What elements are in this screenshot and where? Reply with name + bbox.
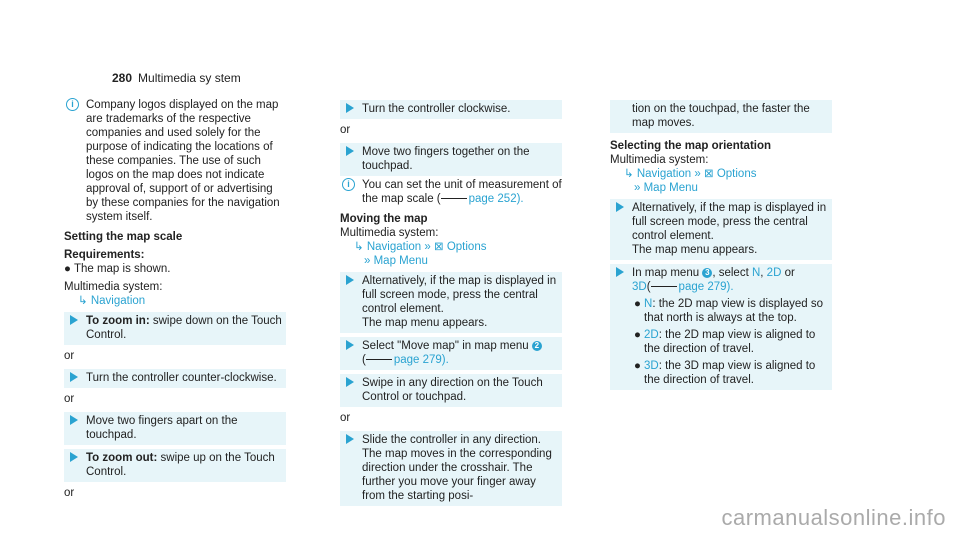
nav-path[interactable]: ↳ Navigation [78, 295, 146, 307]
option-3d[interactable]: 3D [632, 281, 647, 293]
return-arrow-icon: ↳ [78, 295, 91, 307]
step: Turn the controller counter-clockwise. [64, 369, 286, 388]
step: Turn the controller clockwise. [340, 100, 562, 119]
step: To zoom in: swipe down on the Touch Control. [64, 312, 286, 345]
section-heading: Selecting the map orientation [610, 140, 772, 152]
double-chevron-icon: » [694, 168, 701, 180]
step-arrow-icon [346, 434, 354, 444]
column-1 [64, 98, 286, 504]
step: To zoom out: swipe up on the Touch Control. [64, 449, 286, 482]
step-arrow-icon [70, 452, 78, 462]
return-arrow-icon: ↳ [354, 241, 367, 253]
or-text: or [64, 487, 75, 499]
double-chevron-icon: » [634, 182, 644, 194]
nav-path-menu[interactable]: » Map Menu [634, 182, 698, 194]
step-arrow-icon [346, 377, 354, 387]
requirement-item: ● The map is shown. [64, 263, 171, 275]
info-icon: i [66, 98, 79, 111]
step: Move two fingers apart on the touchpad. [64, 412, 286, 445]
list-item: ● N: the 2D map view is displayed so that north is always at the top. [634, 298, 823, 324]
or-text: or [64, 393, 75, 405]
option-2d[interactable]: 2D [766, 267, 782, 279]
return-arrow-icon: ↳ [624, 168, 637, 180]
watermark: carmanualsonline.info [721, 505, 946, 530]
page-ref-arrow-icon [366, 359, 392, 360]
or-text: or [340, 124, 351, 136]
page-ref-arrow-icon [441, 198, 467, 199]
options-icon: ⊠ [704, 168, 714, 180]
page-number: 280 [112, 71, 133, 85]
page-ref-arrow-icon [651, 286, 677, 287]
system-label: Multimedia system: [340, 227, 439, 239]
nav-path-menu[interactable]: » Map Menu [364, 255, 428, 267]
double-chevron-icon: » [364, 255, 374, 267]
step: Alternatively, if the map is displayed in full screen mode, press the central control element. The map menu appears. [340, 272, 562, 333]
step-arrow-icon [346, 146, 354, 156]
requirements-heading: Requirements: [64, 249, 145, 261]
step-arrow-icon [346, 103, 354, 113]
step: Slide the controller in any direction. The map moves in the corresponding direction under the crosshair. The further you move your finger away from the starting posi- [340, 431, 562, 506]
system-label: Multimedia system: [64, 281, 163, 293]
list-item: ● 3D: the 3D map view is aligned to the direction of travel. [634, 360, 816, 386]
column-2 [340, 100, 562, 508]
page-link[interactable]: page 279). [678, 281, 734, 293]
system-label: Multimedia system: [610, 154, 709, 166]
callout-number: 2 [532, 341, 542, 351]
double-chevron-icon: » [424, 241, 431, 253]
step-arrow-icon [70, 315, 78, 325]
info-icon: i [342, 178, 355, 191]
step: Select "Move map" in map menu 2 ( page 279). [340, 337, 562, 370]
page-header [112, 71, 241, 85]
step: Alternatively, if the map is displayed in full screen mode, press the central control element. The map menu appears. [610, 199, 832, 260]
step: Swipe in any direction on the Touch Control or touchpad. [340, 374, 562, 407]
or-text: or [340, 412, 351, 424]
page-title: Multimedia sy stem [138, 71, 241, 85]
or-text: or [64, 350, 75, 362]
nav-path[interactable]: ↳ Navigation » ⊠ Options [624, 168, 757, 180]
option-n[interactable]: N [751, 267, 761, 279]
list-item: ● 2D: the 2D map view is aligned to the direction of travel. [634, 329, 816, 355]
info-note: i You can set the unit of measurement of the map scale ( page 252). [340, 178, 562, 206]
section-heading: Moving the map [340, 213, 428, 225]
callout-number: 3 [702, 268, 712, 278]
step-arrow-icon [346, 340, 354, 350]
step-arrow-icon [616, 267, 624, 277]
options-icon: ⊠ [434, 241, 444, 253]
step-continuation: tion on the touchpad, the faster the map moves. [610, 100, 832, 133]
nav-path[interactable]: ↳ Navigation » ⊠ Options [354, 241, 487, 253]
step-arrow-icon [70, 372, 78, 382]
page-link[interactable]: page 252). [468, 193, 524, 205]
step: Move two fingers together on the touchpad. [340, 143, 562, 176]
step-arrow-icon [346, 275, 354, 285]
step: In map menu 3 , select N, 2D or 3D( page 279). ● N: the 2D map view is displayed so that north is always at the top. ● 2D: the 2D map view is aligned to the direction of travel. ● 3D: the 3D map view is aligned to the direction of travel. [610, 264, 832, 390]
step-arrow-icon [70, 415, 78, 425]
column-3 [610, 100, 832, 392]
section-heading: Setting the map scale [64, 231, 183, 243]
page-link[interactable]: page 279). [393, 354, 449, 366]
info-note: i Company logos displayed on the map are trademarks of the respective companies and used solely for the purpose of indicating the locations of these companies. The use of such logos on the map does not indicate approval of, support of or advertising by these companies for the navigation system itself. [64, 98, 286, 224]
step-arrow-icon [616, 202, 624, 212]
